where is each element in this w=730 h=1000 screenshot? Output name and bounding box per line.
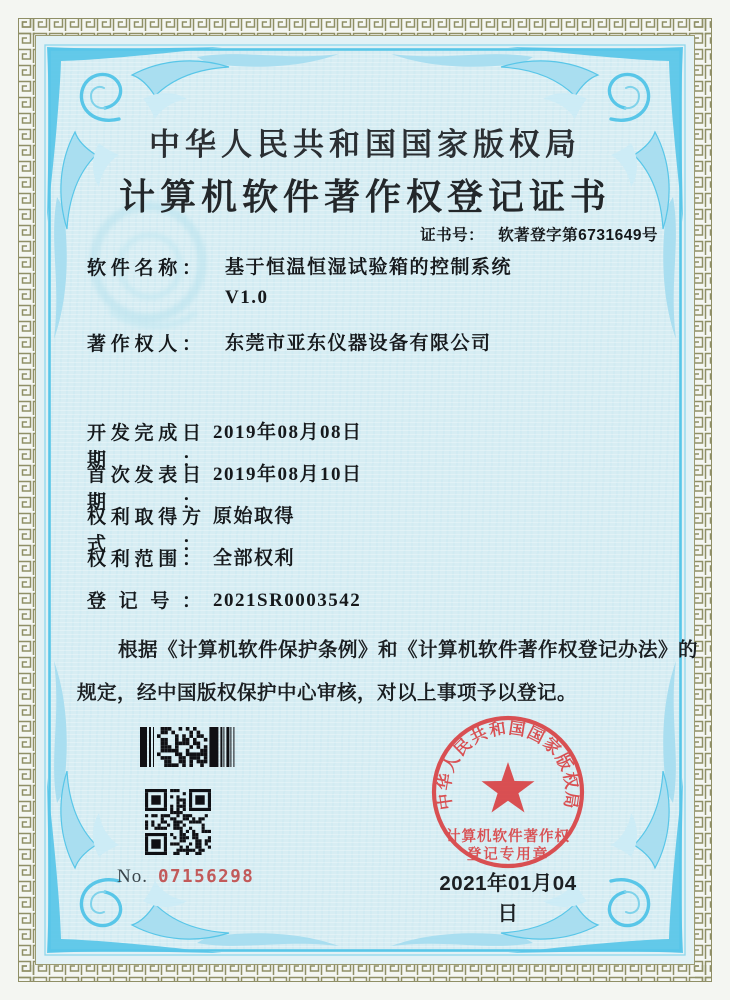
- serial-number-line: [117, 866, 254, 888]
- issuing-authority-title: 中华人民共和国国家版权局: [149, 127, 581, 162]
- seal-ring-text: 中华人民共和国国家版权局: [434, 718, 582, 812]
- registration-seal: [433, 718, 582, 866]
- certificate-number-line: [420, 223, 658, 245]
- field-registration-number: [87, 586, 361, 616]
- field-label: 软件名称：: [87, 258, 201, 279]
- field-label: 权利范围：: [87, 549, 201, 570]
- seal-line1: 计算机软件著作权: [446, 829, 570, 845]
- serial-number: 07156298: [157, 867, 255, 887]
- field-label: 权利取得方式：: [87, 507, 201, 555]
- field-value: 2019年08月08日: [213, 422, 363, 443]
- barcode: [140, 727, 234, 767]
- issue-date: 2021年01月04日: [439, 872, 577, 925]
- field-label: 开发完成日期：: [87, 423, 201, 471]
- seal-star: [482, 762, 535, 813]
- field-rights-scope: [87, 544, 295, 574]
- seal-line2: 登记专用章: [466, 847, 550, 863]
- field-label: 首次发表日期：: [87, 465, 201, 513]
- field-value: 2019年08月10日: [213, 464, 363, 485]
- field-value: 原始取得: [213, 506, 296, 527]
- field-label: 登记号：: [87, 591, 201, 612]
- field-value: 基于恒温恒湿试验箱的控制系统 V1.0: [225, 257, 513, 308]
- field-value: 东莞市亚东仪器设备有限公司: [225, 333, 492, 354]
- serial-prefix: No.: [117, 866, 148, 887]
- certificate-title: 计算机软件著作权登记证书: [118, 177, 611, 217]
- qr-code: [145, 789, 211, 855]
- certificate-number-label: 证书号：: [420, 227, 485, 244]
- field-software-name: [87, 253, 512, 313]
- field-value: 2021SR0003542: [213, 590, 362, 611]
- certificate-number-value: 软著登字第6731649号: [498, 227, 658, 244]
- field-copyright-holder: [87, 329, 492, 359]
- field-label: 著作权人：: [87, 334, 201, 355]
- statement-line: 规定，经中国版权保护中心审核，对以上事项予以登记。: [77, 682, 578, 704]
- registration-statement: [77, 629, 699, 715]
- field-value: 全部权利: [213, 548, 296, 569]
- statement-line: 根据《计算机软件保护条例》和《计算机软件著作权登记办法》的: [118, 639, 699, 661]
